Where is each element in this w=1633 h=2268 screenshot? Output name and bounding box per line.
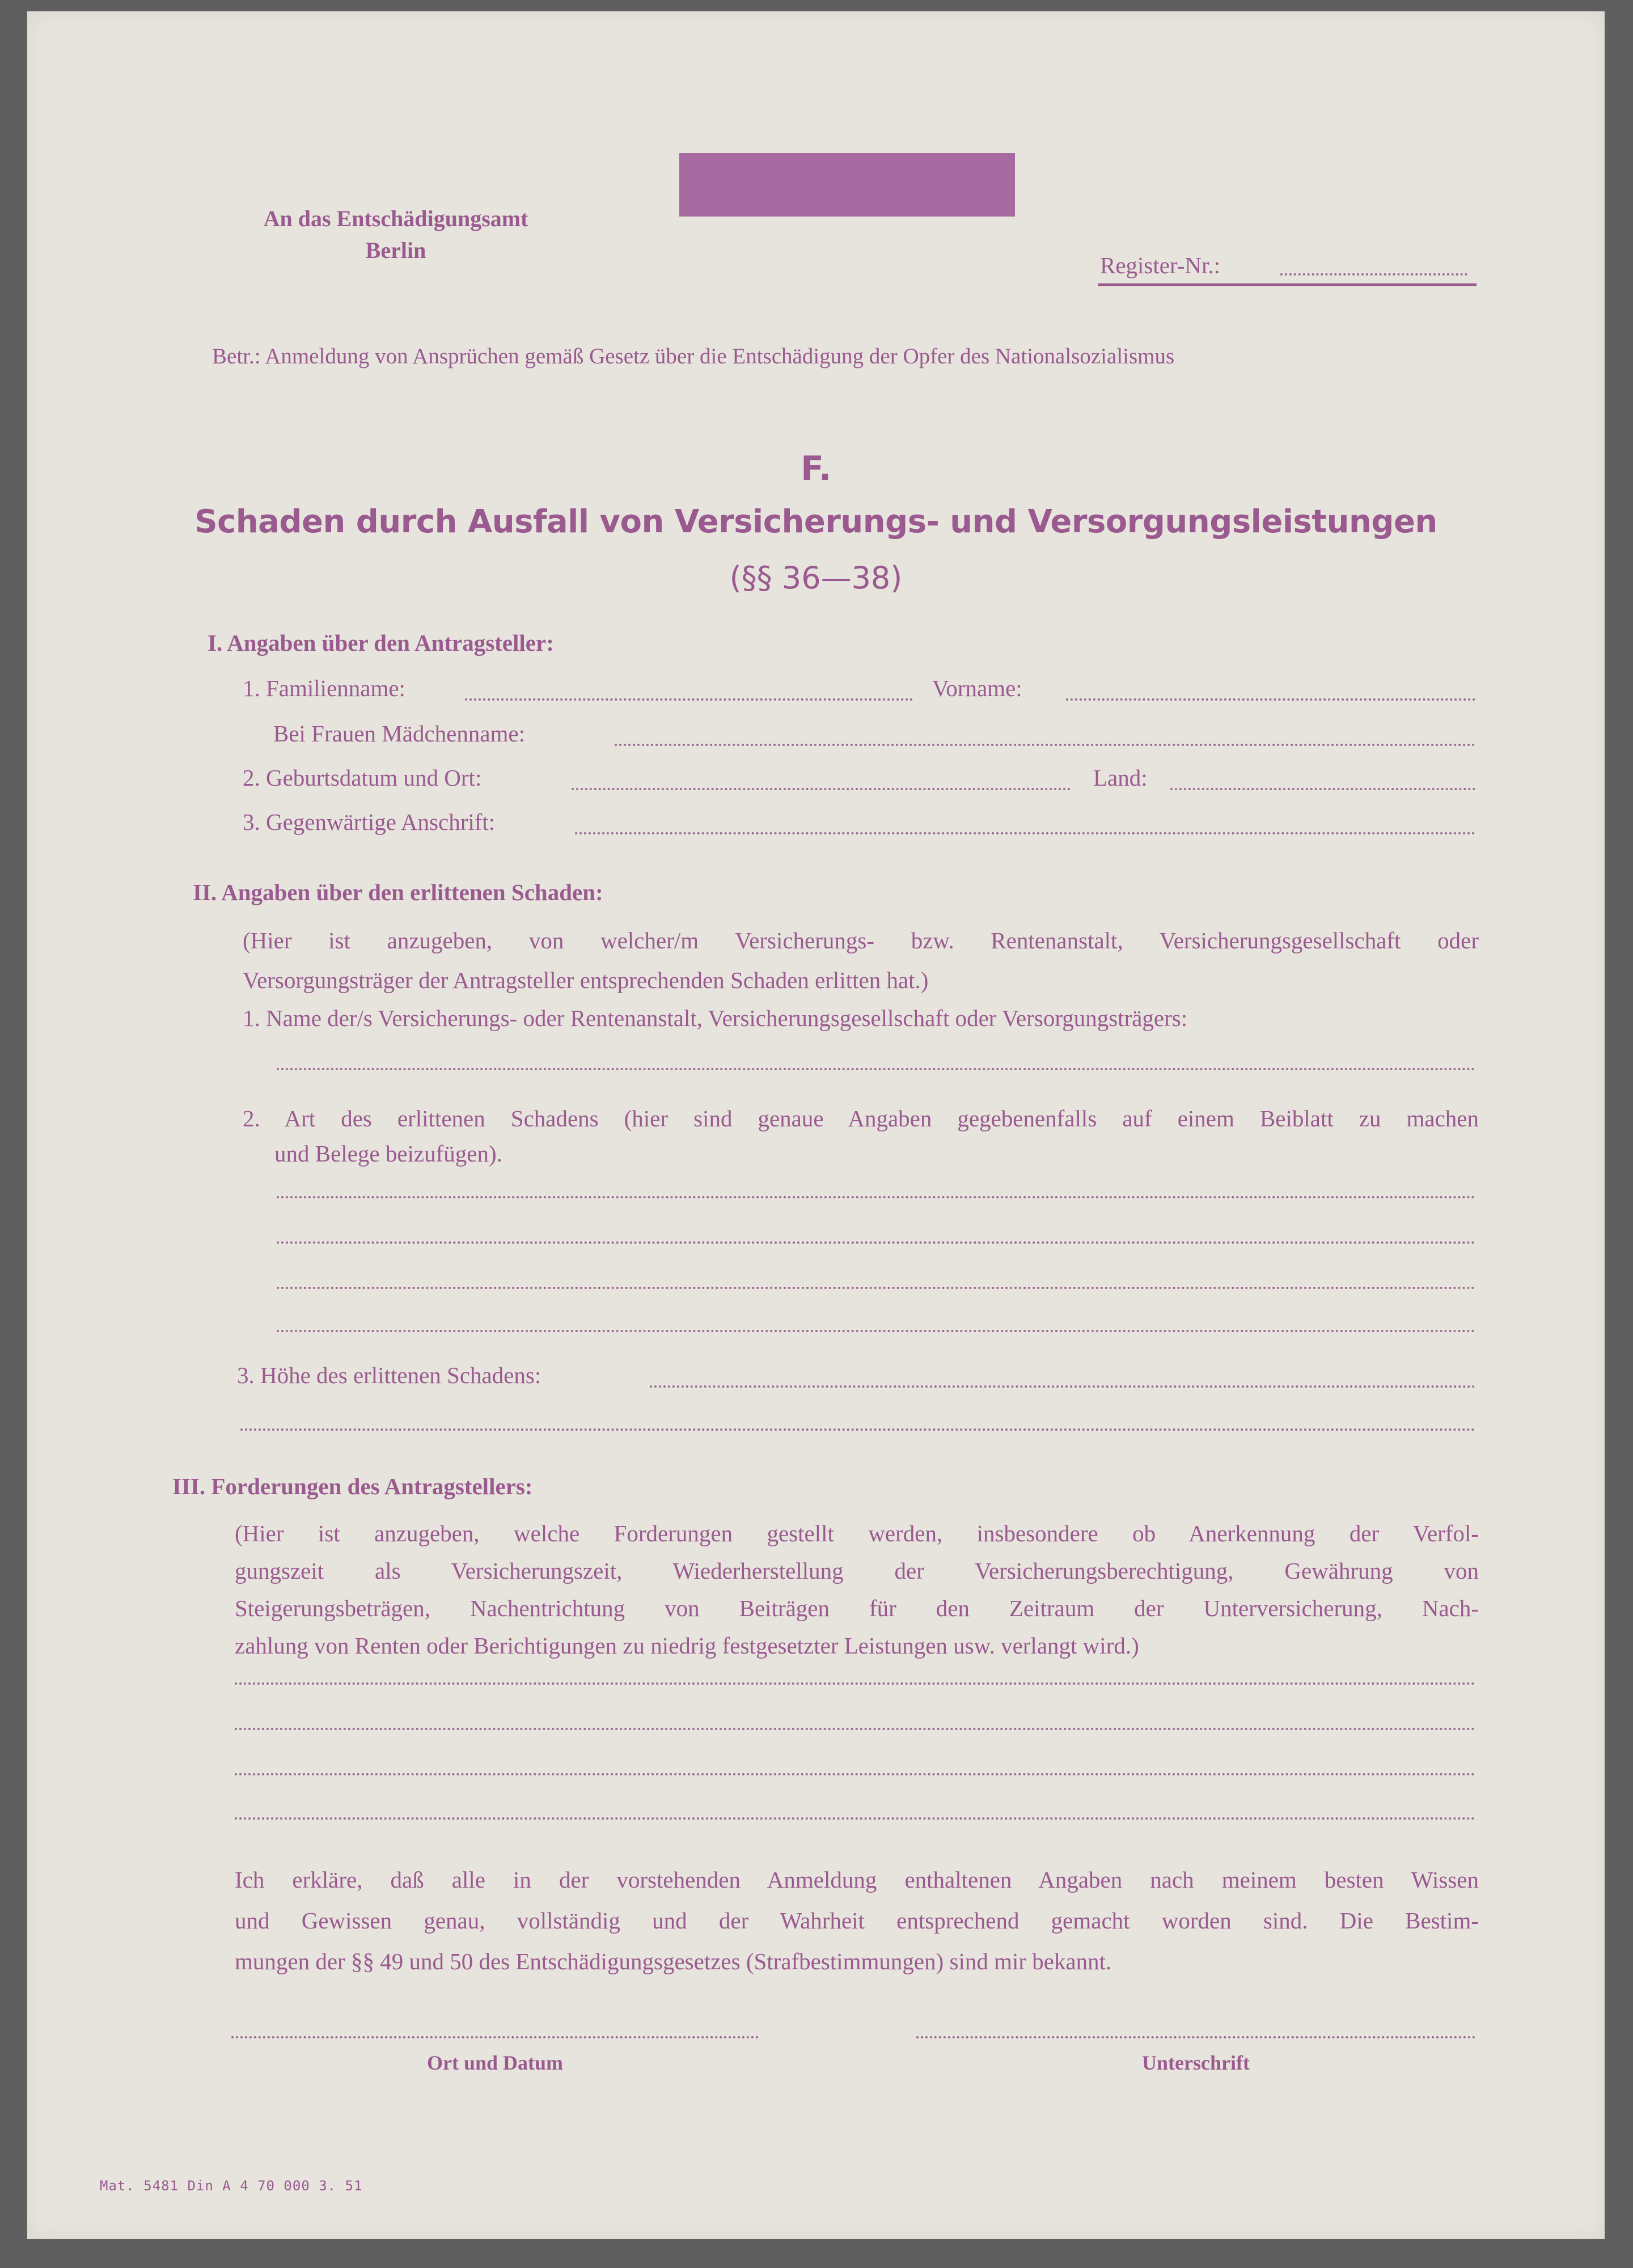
familienname-label: 1. Familienname: <box>243 675 405 701</box>
section-1-heading: I. Angaben über den Antragsteller: <box>208 630 554 656</box>
form-title: Schaden durch Ausfall von Versicherungs- und Versorgungsleistungen <box>194 503 1437 540</box>
section-2-heading: II. Angaben über den erlittenen Schaden: <box>193 879 603 905</box>
form-page <box>27 11 1605 2239</box>
item-2-field-3[interactable] <box>277 1287 1475 1289</box>
section-3-field-2[interactable] <box>235 1728 1475 1730</box>
familienname-field[interactable] <box>465 698 913 701</box>
declaration <box>235 1859 1479 1982</box>
item-2-field-4[interactable] <box>277 1330 1475 1332</box>
vorname-field[interactable] <box>1066 698 1475 701</box>
item-1-field[interactable] <box>277 1068 1475 1070</box>
declaration-line-2: und Gewissen genau, vollständig und der Wahrheit entsprechend gemacht worden sind. Die Bestim- <box>235 1907 1479 1934</box>
section-3-note-line-4: zahlung von Renten oder Berichtigungen zu niedrig festgesetzter Leistungen usw. verlangt wird.) <box>235 1633 1139 1659</box>
subject-line: Betr.: Anmeldung von Ansprüchen gemäß Gesetz über die Entschädigung der Opfer des Nationalsozialismus <box>212 344 1175 368</box>
land-label: Land: <box>1093 765 1148 791</box>
section-3-note-line-3: Steigerungsbeträgen, Nachentrichtung von Beiträgen für den Zeitraum der Unterversicherung, Nach- <box>235 1595 1479 1621</box>
vorname-label: Vorname: <box>932 675 1022 701</box>
anschrift-label: 3. Gegenwärtige Anschrift: <box>243 809 496 835</box>
form-letter: F. <box>801 449 831 489</box>
item-1-label: 1. Name der/s Versicherungs- oder Rentenanstalt, Versicherungsgesellschaft oder Versorgungsträgers: <box>243 1005 1188 1031</box>
recipient-line-1: An das Entschädigungsamt <box>263 206 528 231</box>
register-label: Register-Nr.: <box>1100 252 1221 278</box>
section-3-field-4[interactable] <box>235 1817 1475 1820</box>
item-2-field-2[interactable] <box>277 1241 1475 1244</box>
section-2-note <box>243 921 1479 1000</box>
geburt-field[interactable] <box>572 788 1071 790</box>
redaction-block <box>679 153 1015 217</box>
signature-label: Unterschrift <box>1142 2051 1250 2074</box>
paragraph-reference: (§§ 36—38) <box>729 560 903 596</box>
anschrift-field[interactable] <box>575 832 1475 834</box>
print-footer: Mat. 5481 Din A 4 70 000 3. 51 <box>100 2178 363 2194</box>
section-3-field-1[interactable] <box>235 1682 1475 1685</box>
declaration-line-3: mungen der §§ 49 und 50 des Entschädigungsgesetzes (Strafbestimmungen) sind mir bekannt. <box>235 1948 1112 1974</box>
maedchenname-label: Bei Frauen Mädchenname: <box>273 720 526 747</box>
item-3-field[interactable] <box>650 1385 1475 1388</box>
declaration-line-1: Ich erkläre, daß alle in der vorstehenden Anmeldung enthaltenen Angaben nach meinem besten Wissen <box>235 1867 1479 1893</box>
section-3-note <box>235 1515 1479 1664</box>
section-3-note-line-2: gungszeit als Versicherungszeit, Wiederherstellung der Versicherungsberechtigung, Gewährung von <box>235 1558 1479 1584</box>
section-3-heading: III. Forderungen des Antragstellers: <box>172 1473 533 1499</box>
item-2-line-2: und Belege beizufügen). <box>274 1141 502 1167</box>
section-3-note-line-1: (Hier ist anzugeben, welche Forderungen gestellt werden, insbesondere ob Anerkennung der Verfol- <box>235 1520 1479 1546</box>
recipient-line-2: Berlin <box>365 238 426 263</box>
item-3-label: 3. Höhe des erlittenen Schadens: <box>237 1362 541 1388</box>
register-field[interactable] <box>1280 273 1467 275</box>
place-date-field[interactable] <box>231 2036 759 2038</box>
item-2-text <box>243 1101 1479 1171</box>
signature-field[interactable] <box>916 2036 1475 2038</box>
recipient-address <box>186 203 606 266</box>
geburt-label: 2. Geburtsdatum und Ort: <box>243 765 482 791</box>
land-field[interactable] <box>1170 788 1475 790</box>
section-3-field-3[interactable] <box>235 1773 1475 1775</box>
item-2-line-1: 2. Art des erlittenen Schadens (hier sind genaue Angaben gegebenenfalls auf einem Beiblatt zu machen <box>243 1105 1479 1131</box>
section-2-note-line-2: Versorgungsträger der Antragsteller entsprechenden Schaden erlitten hat.) <box>243 967 929 993</box>
place-date-label: Ort und Datum <box>426 2051 564 2074</box>
item-2-field-1[interactable] <box>277 1196 1475 1198</box>
section-2-note-line-1: (Hier ist anzugeben, von welcher/m Versicherungs- bzw. Rentenanstalt, Versicherungsgesellschaft oder <box>243 927 1479 953</box>
register-underline <box>1098 283 1477 286</box>
maedchenname-field[interactable] <box>615 744 1475 746</box>
item-3-field-2[interactable] <box>240 1428 1475 1431</box>
